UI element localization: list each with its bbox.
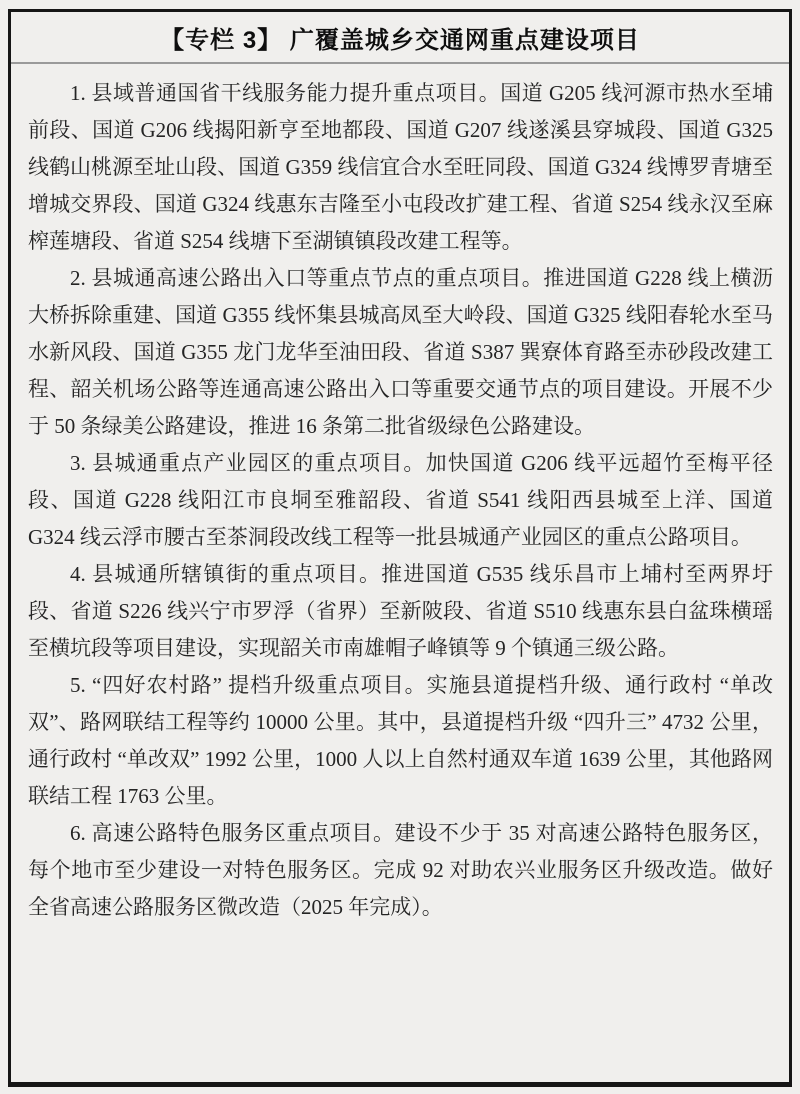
paragraph-1: 1. 县域普通国省干线服务能力提升重点项目。国道 G205 线河源市热水至埔前段、国道 G206 线揭阳新亨至地都段、国道 G207 线遂溪县穿城段、国道 G325 线鹤山桃源至址山段、国道 G359 线信宜合水至旺同段、国道 G324 线博罗青塘至增城交界段、国道 G324 线惠东吉隆至小屯段改扩建工程、省道 S254 线永汉至麻榨莲塘段、省道 S254 线塘下至湖镇镇段改建工程等。 [28,81,773,253]
paragraph-6: 6. 高速公路特色服务区重点项目。建设不少于 35 对高速公路特色服务区，每个地市至少建设一对特色服务区。完成 92 对助农兴业服务区升级改造。做好全省高速公路服务区微改造（2025 年完成）。 [28,821,773,919]
column-title: 【专栏 3】 广覆盖城乡交通网重点建设项目 [160,26,640,54]
paragraph-4: 4. 县城通所辖镇街的重点项目。推进国道 G535 线乐昌市上埔村至两界圩段、省道 S226 线兴宁市罗浮（省界）至新陂段、省道 S510 线惠东县白盆珠横瑶至横坑段等项目建设，实现韶关市南雄帽子峰镇等 9 个镇通三级公路。 [28,562,773,660]
paragraph-2: 2. 县城通高速公路出入口等重点节点的重点项目。推进国道 G228 线上横沥大桥拆除重建、国道 G355 线怀集县城高凤至大岭段、国道 G325 线阳春轮水至马水新风段、国道 G355 龙门龙华至油田段、省道 S387 巽寮体育路至赤砂段改建工程、韶关机场公路等连通高速公路出入口等重要交通节点的项目建设。开展不少于 50 条绿美公路建设，推进 16 条第二批省级绿色公路建设。 [28,266,773,438]
column-body [11,64,789,926]
paragraph-5: 5. “四好农村路” 提档升级重点项目。实施县道提档升级、通行政村 “单改双”、路网联结工程等约 10000 公里。其中，县道提档升级 “四升三” 4732 公里，通行政村 “单改双” 1992 公里，1000 人以上自然村通双车道 1639 公里，其他路网联结工程 1763 公里。 [28,673,773,808]
column-title-bar [11,12,789,64]
column-box [8,9,792,1087]
paragraph-3: 3. 县城通重点产业园区的重点项目。加快国道 G206 线平远超竹至梅平径段、国道 G228 线阳江市良垌至雅韶段、省道 S541 线阳西县城至上洋、国道 G324 线云浮市腰古至茶洞段改线工程等一批县城通产业园区的重点公路项目。 [28,451,773,549]
